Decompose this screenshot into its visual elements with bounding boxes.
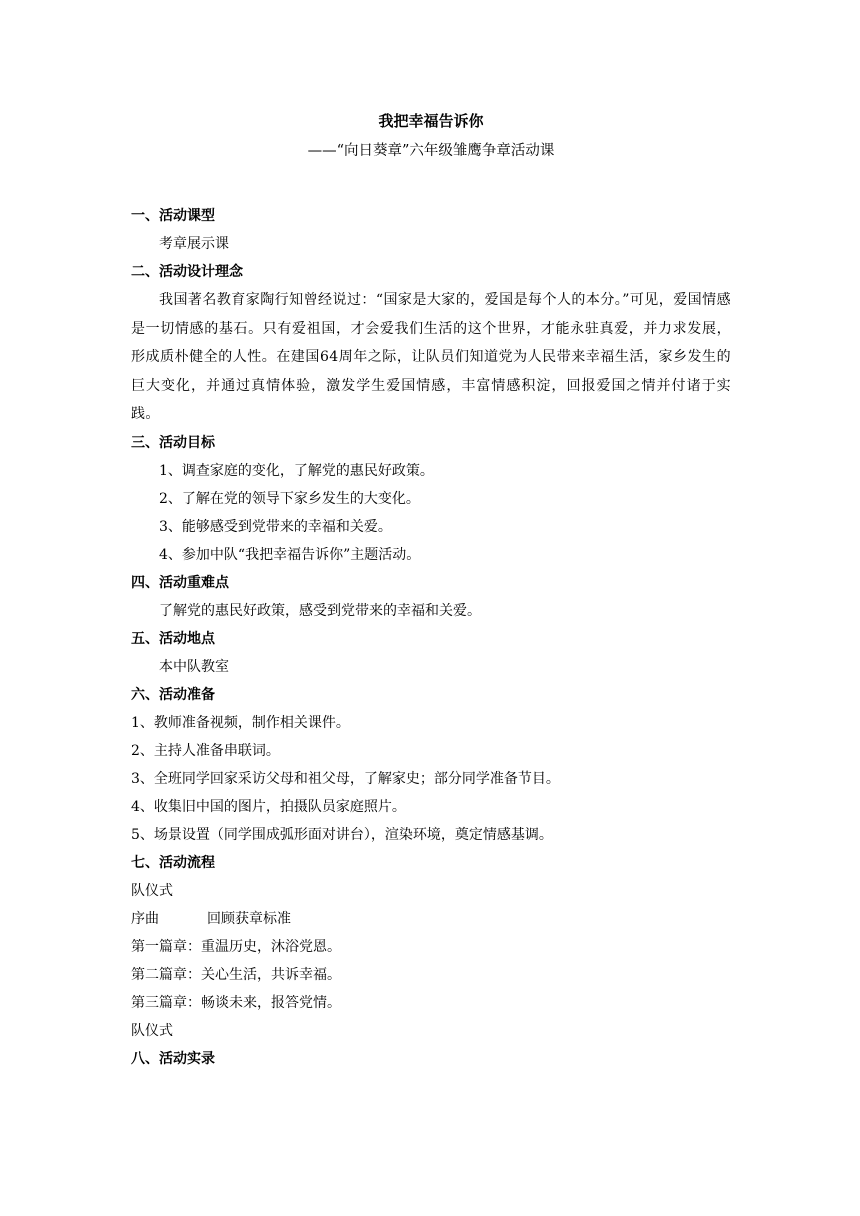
objective-item: 4、参加中队“我把幸福告诉你”主题活动。	[159, 546, 421, 563]
location-text: 本中队教室	[159, 658, 229, 675]
section-heading-preparation: 六、活动准备	[131, 686, 215, 703]
objective-item: 2、了解在党的领导下家乡发生的大变化。	[159, 490, 420, 507]
prelude-text: 回顾获章标准	[207, 910, 291, 927]
section-heading-course-type: 一、活动课型	[131, 208, 215, 224]
section-heading-design-concept: 二、活动设计理念	[131, 264, 243, 280]
process-chapter: 第二篇章：关心生活，共诉幸福。	[131, 966, 341, 983]
section-heading-objectives: 三、活动目标	[131, 434, 215, 451]
spacer	[131, 162, 731, 202]
objective-item: 1、调查家庭的变化，了解党的惠民好政策。	[159, 462, 434, 479]
course-type-text: 考章展示课	[159, 236, 229, 252]
preparation-item: 4、收集旧中国的图片，拍摄队员家庭照片。	[131, 798, 406, 815]
key-points-text: 了解党的惠民好政策，感受到党带来的幸福和关爱。	[159, 602, 481, 619]
process-closing-ceremony: 队仪式	[131, 1022, 173, 1039]
process-prelude	[131, 905, 731, 933]
preparation-item: 3、全班同学回家采访父母和祖父母，了解家史；部分同学准备节目。	[131, 770, 560, 787]
preparation-item: 1、教师准备视频，制作相关课件。	[131, 714, 350, 731]
section-heading-location: 五、活动地点	[131, 630, 215, 647]
process-chapter: 第三篇章：畅谈未来，报答党情。	[131, 994, 341, 1011]
process-chapter: 第一篇章：重温历史，沐浴党恩。	[131, 938, 341, 955]
preparation-item: 5、场景设置（同学围成弧形面对讲台），渲染环境，奠定情感基调。	[131, 826, 553, 843]
prelude-label: 序曲	[131, 910, 159, 927]
objective-item: 3、能够感受到党带来的幸福和关爱。	[159, 518, 392, 535]
document-body	[131, 110, 731, 1073]
document-subtitle: ——“向日葵章”六年级雏鹰争章活动课	[307, 143, 555, 159]
preparation-item: 2、主持人准备串联词。	[131, 742, 280, 759]
process-opening-ceremony: 队仪式	[131, 882, 173, 899]
document-title: 我把幸福告诉你	[378, 112, 484, 130]
section-heading-key-points: 四、活动重难点	[131, 574, 229, 591]
design-concept-paragraph: 我国著名教育家陶行知曾经说过：“国家是大家的，爱国是每个人的本分。”可见，爱国情感是一切情感的基石。只有爱祖国，才会爱我们生活的这个世界，才能永驻真爱，并力求发展，形成质朴健全的人性。在建国64周年之际，让队员们知道党为人民带来幸福生活，家乡发生的巨大变化，并通过真情体验，激发学生爱国情感，丰富情感积淀，回报爱国之情并付诸于实践。	[131, 292, 731, 422]
section-heading-record: 八、活动实录	[131, 1050, 215, 1067]
section-heading-process: 七、活动流程	[131, 854, 215, 871]
